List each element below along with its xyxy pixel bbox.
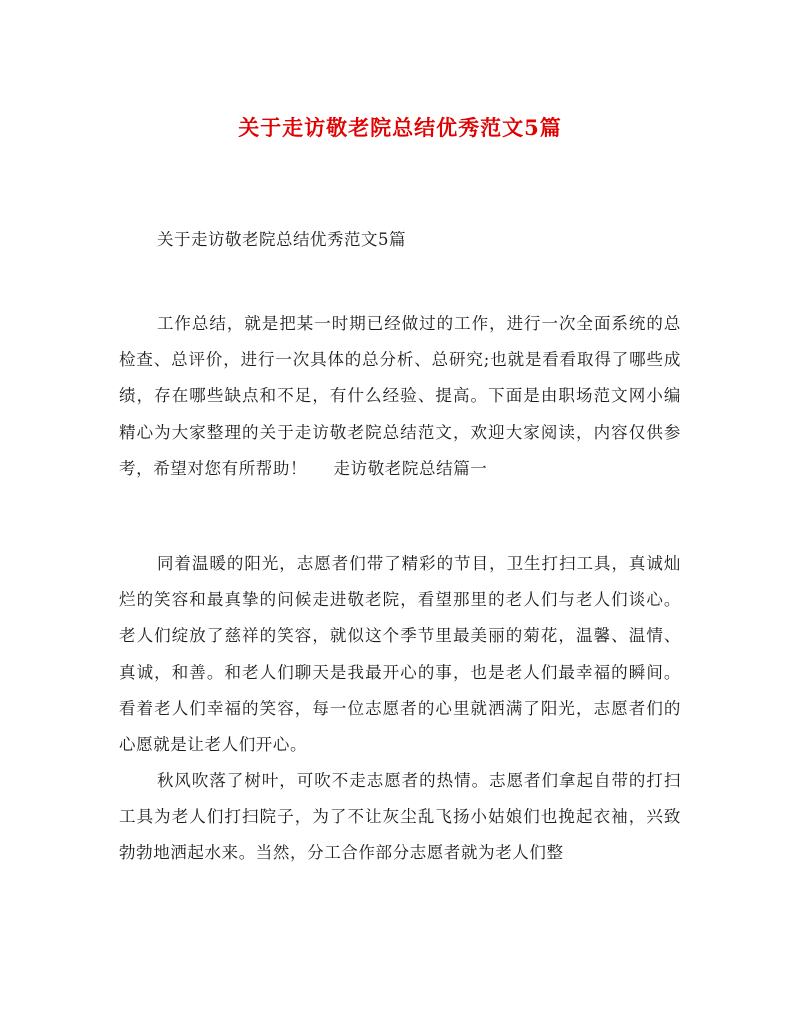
paragraph-text: 工作总结，就是把某一时期已经做过的工作，进行一次全面系统的总检查、总评价，进行一次具体的总分析、总研究;也就是看看取得了哪些成绩，存在哪些缺点和不足，有什么经验、提高。下面是由职场范文网小编精心为大家整理的关于走访敬老院总结范文，欢迎大家阅读，内容仅供参考，希望对您有所帮助！: [119, 314, 681, 478]
paragraph-cleaning: 秋风吹落了树叶，可吹不走志愿者的热情。志愿者们拿起自带的打扫工具为老人们打扫院子，为了不让灰尘乱飞扬小姑娘们也挽起衣袖，兴致勃勃地洒起水来。当然，分工合作部分志愿者就为老人们整: [119, 771, 681, 863]
paragraph-intro: [119, 306, 681, 487]
document-subtitle: 关于走访敬老院总结优秀范文5篇: [157, 230, 406, 249]
section-heading-part-one: 走访敬老院总结篇一: [333, 458, 488, 478]
paragraph-visit: 同着温暖的阳光，志愿者们带了精彩的节目，卫生打扫工具，真诚灿烂的笑容和最真挚的问候走进敬老院，看望那里的老人们与老人们谈心。老人们绽放了慈祥的笑容，就似这个季节里最美丽的菊花，温馨、温情、真诚，和善。和老人们聊天是我最开心的事，也是老人们最幸福的瞬间。看着老人们幸福的笑容，每一位志愿者的心里就洒满了阳光，志愿者们的心愿就是让老人们开心。: [119, 554, 681, 755]
document-title: 关于走访敬老院总结优秀范文5篇: [238, 115, 562, 140]
